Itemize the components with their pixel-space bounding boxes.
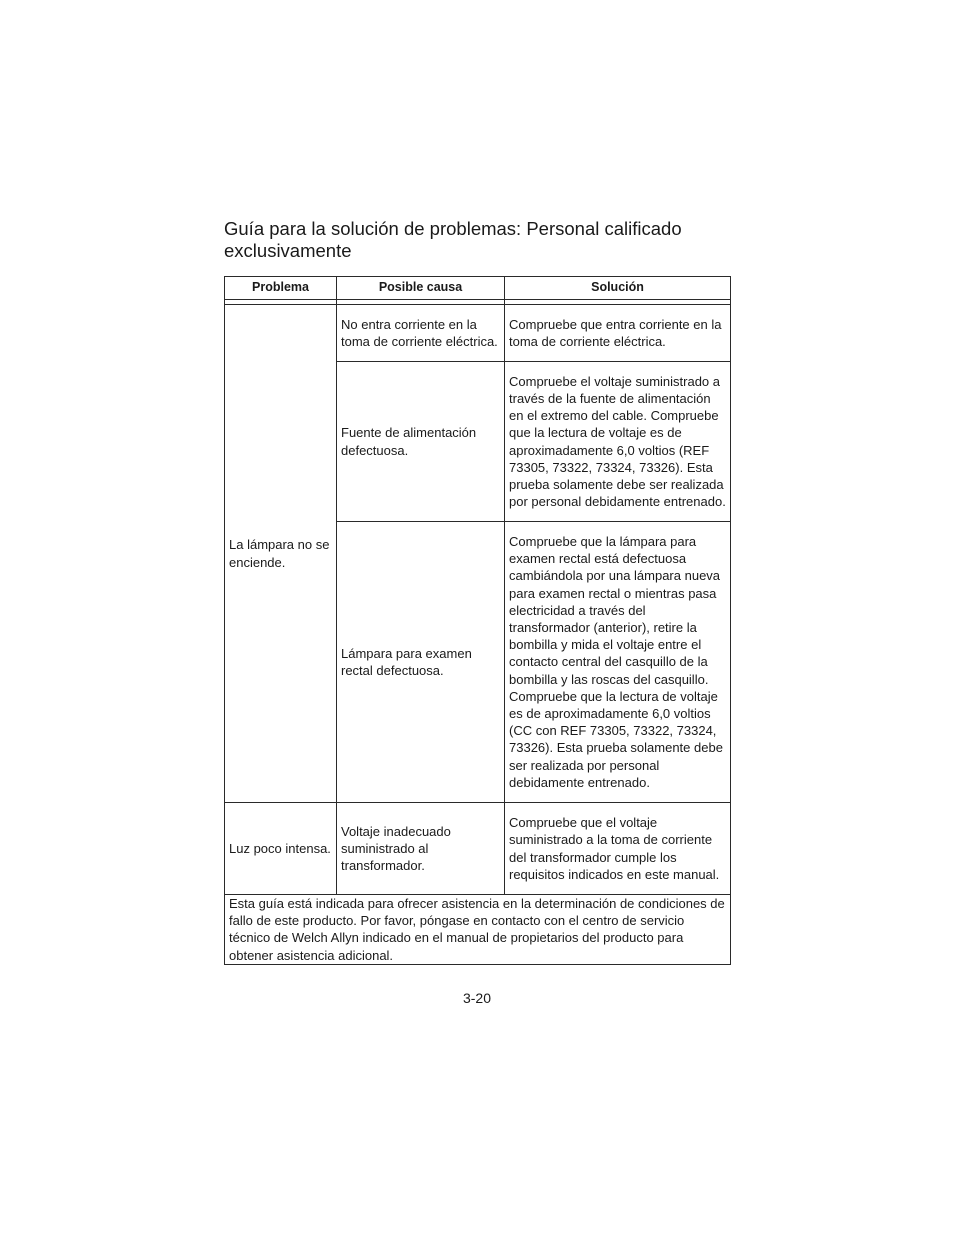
troubleshooting-table <box>224 276 731 965</box>
solution-cell: Compruebe que la lámpara para examen rectal está defectuosa cambiándola por una lámpara nueva para examen rectal o mientras pasa electricidad a través del transformador (anterior), retire la bombilla y mida el voltaje entre el contacto central del casquillo de la bombilla y las roscas del casquillo. Compruebe que la lectura de voltaje es de aproximadamente 6,0 voltios (CC con REF 73305, 73322, 73324, 73326). Esta prueba solamente debe ser realizada por personal debidamente entrenado. <box>505 522 731 803</box>
cause-cell: No entra corriente en la toma de corriente eléctrica. <box>337 305 505 362</box>
header-solucion: Solución <box>505 277 731 300</box>
solution-cell: Compruebe el voltaje suministrado a través de la fuente de alimentación en el extremo del cable. Compruebe que la lectura de voltaje es de aproximadamente 6,0 voltios (REF 73305, 73322, 73324, 73326). Esta prueba solamente debe ser realizada por personal debidamente entrenado. <box>505 362 731 522</box>
solution-cell: Compruebe que el voltaje suministrado a la toma de corriente del transformador cumple los requisitos indicados en este manual. <box>505 803 731 895</box>
table-row <box>225 305 731 362</box>
page-number: 3-20 <box>462 990 492 1006</box>
header-posible-causa: Posible causa <box>337 277 505 300</box>
problem-cell: La lámpara no se enciende. <box>225 305 337 803</box>
table-note: Esta guía está indicada para ofrecer asistencia en la determinación de condiciones de fallo de este producto. Por favor, póngase en contacto con el centro de servicio técnico de Welch Allyn indicado en el manual de propietarios del producto para obtener asistencia adicional. <box>225 895 731 965</box>
note-row <box>225 895 731 965</box>
table-header-row <box>225 277 731 300</box>
page-title: Guía para la solución de problemas: Personal calificado exclusivamente <box>224 218 682 261</box>
cause-cell: Voltaje inadecuado suministrado al transformador. <box>337 803 505 895</box>
cause-cell: Fuente de alimentación defectuosa. <box>337 362 505 522</box>
problem-cell: Luz poco intensa. <box>225 803 337 895</box>
cause-cell: Lámpara para examen rectal defectuosa. <box>337 522 505 803</box>
table-row <box>225 803 731 895</box>
solution-cell: Compruebe que entra corriente en la toma de corriente eléctrica. <box>505 305 731 362</box>
header-problema: Problema <box>225 277 337 300</box>
